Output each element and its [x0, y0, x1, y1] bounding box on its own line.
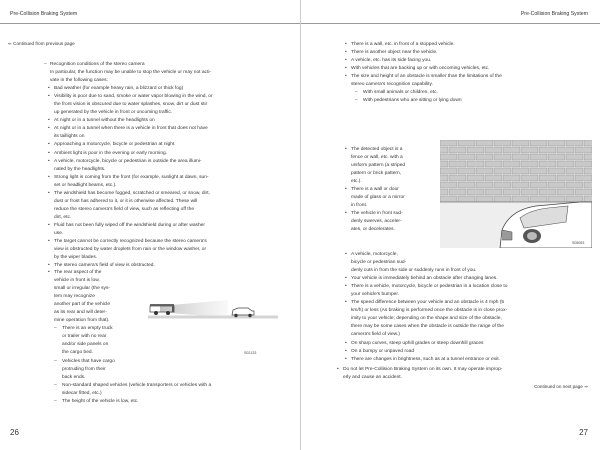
brick: [566, 182, 583, 188]
rear-sub-item: – Vehicles that have cargo protruding from their back ends.: [54, 358, 148, 382]
continued-on-text: Continued on next page: [534, 384, 583, 389]
brick: [539, 147, 556, 153]
left-bullet-item: • Strong light is coming from the front (for example, sunlight at dawn, sun- set or headlight beams, etc.).: [48, 174, 284, 190]
brick: [476, 196, 493, 202]
brick: [530, 140, 547, 146]
brick: [440, 161, 448, 167]
brick-wall-figure: [440, 140, 592, 248]
brick: [440, 182, 457, 188]
brick: [566, 168, 583, 174]
brick: [449, 147, 466, 153]
left-body: [44, 61, 284, 270]
left-bullet-item: • Approaching a motorcycle, bicycle or pedestrian at night: [48, 141, 284, 149]
brick: [485, 189, 502, 195]
brick: [557, 175, 574, 181]
right-header-rule: [301, 23, 600, 24]
right-body-narrow: [345, 146, 437, 235]
brick: [584, 140, 592, 146]
size-sub-item: – With pedestrians who are sitting or lying down: [355, 97, 591, 105]
brick: [557, 189, 574, 195]
brick: [449, 161, 466, 167]
left-page-number: 26: [10, 428, 19, 437]
brick: [494, 196, 511, 202]
brick: [521, 147, 538, 153]
intro: In particular, the function may be unable to stop the vehicle or may not acti- vate in the following cases:: [50, 70, 212, 84]
brick: [449, 189, 466, 195]
brick: [548, 154, 565, 160]
brick: [458, 154, 475, 160]
right-body-bottom: [345, 251, 591, 364]
brick: [440, 196, 457, 202]
brick: [539, 189, 556, 195]
brick: [458, 196, 475, 202]
rear-sub-item: – Non-standard shaped vehicles (vehicle transporters or vehicles with a sidecar fitted, etc.): [54, 382, 290, 398]
brick: [440, 168, 457, 174]
brick: [458, 168, 475, 174]
brick: [512, 182, 529, 188]
section-head: – Recognition conditions of the stereo camera: [44, 61, 284, 69]
left-bullet-item: • Visibility is poor due to sand, smoke or water vapor blowing in the wind, or the front vision is obscured due to water splashes, snow, dirt or dust stir up generated by the vehicle in front or oncoming traffic.: [48, 93, 284, 117]
brick: [494, 182, 511, 188]
right-bullet-item: • On sharp curves, steep uphill grades or steep downhill graces: [345, 340, 591, 348]
brick: [476, 140, 493, 146]
brick: [557, 161, 574, 167]
brick: [467, 175, 484, 181]
brick: [512, 140, 529, 146]
left-header-rule: [0, 23, 300, 24]
right-bullet-item: • There is a vehicle, motorcycle, bicycle or pedestrian in a location close to your vehicle's bumper.: [345, 283, 591, 299]
brick-pattern: [440, 140, 592, 202]
left-bullet-item: • At night or in a tunnel without the headlights on: [48, 117, 284, 125]
swerve-bullet: • The vehicle in front sud- denly swerves, acceler- ates, or decelerates.: [345, 210, 437, 234]
brick: [458, 182, 475, 188]
brick: [575, 189, 592, 195]
brick: [503, 161, 520, 167]
left-bullet-item: • The stereo camera's field of view is obstructed.: [48, 262, 284, 270]
brick: [566, 140, 583, 146]
right-figure-code: S05053: [572, 241, 585, 245]
brick: [440, 140, 457, 146]
brick: [566, 154, 583, 160]
size-sub-list: [345, 89, 591, 105]
right-bullet-list-bottom: [345, 275, 591, 364]
brick: [512, 168, 529, 174]
continued-from-text: Continued from previous page: [13, 41, 75, 46]
left-bullet-list: [44, 85, 284, 270]
arrow-right-icon: ⇒: [584, 384, 588, 389]
camera-beam: [160, 300, 228, 318]
rear-sub-item: – There is an empty truck or trailer with no rear and/or side panels on the cargo bed.: [54, 325, 148, 357]
brick: [521, 189, 538, 195]
continued-from-note: [8, 41, 75, 47]
brick: [494, 168, 511, 174]
rear-aspect-block: [48, 269, 148, 382]
left-bullet-item: • A vehicle, motorcycle, bicycle or pedestrian is outside the area illumi- nated by the headlights.: [48, 158, 284, 174]
brick: [584, 154, 592, 160]
brick: [584, 168, 592, 174]
continued-on-note: [534, 384, 588, 390]
brick: [476, 168, 493, 174]
left-bullet-item: • At night or in a tunnel when there is a vehicle in front that does not have its taillights on: [48, 125, 284, 141]
brick: [494, 140, 511, 146]
right-header-title: Pre-Collision Braking System: [520, 11, 588, 17]
brick: [548, 196, 565, 202]
brick: [539, 161, 556, 167]
brick: [440, 189, 448, 195]
left-bullet-item: • Ambient light is poor in the evening or early morning.: [48, 150, 284, 158]
motorcycle-bullet: • A vehicle, motorcycle, bicycle or pedestrian sud- denly cuts in from the side or suddenly runs in front of you.: [345, 251, 591, 275]
brick: [521, 161, 538, 167]
right-bullet-list-top: [345, 41, 591, 89]
right-page: [300, 0, 600, 450]
brick: [584, 196, 592, 202]
size-sub-item: – With small animals or children, etc.: [355, 89, 591, 97]
brick: [584, 182, 592, 188]
brick: [512, 196, 529, 202]
brick: [512, 154, 529, 160]
brick: [503, 147, 520, 153]
truck-figure: [148, 296, 278, 356]
brick: [467, 189, 484, 195]
brick: [485, 161, 502, 167]
brick: [575, 147, 592, 153]
rear-sub-list: [48, 325, 148, 381]
brick: [476, 154, 493, 160]
right-bullet-item: • Your vehicle is immediately behind an obstacle after changing lanes.: [345, 275, 591, 283]
warning-bullet: • Do not let Pre-Collision Braking System on its own. It may operate improp- erly and cause an accident.: [337, 366, 593, 382]
brick: [548, 168, 565, 174]
right-bullet-item: • The speed difference between your vehicle and an obstacle is 4 mph (5 km/h) or less (As braking is performed once the obstacle is in close prox- imity to your vehicle; depending on the shape and size of the obstacle, there may be some cases when the obstacle is outside the range of the camera's field of view.): [345, 299, 591, 339]
brick: [440, 147, 448, 153]
left-figure-code: S02133: [244, 351, 257, 355]
right-page-number: 27: [579, 428, 588, 437]
brick: [557, 147, 574, 153]
brick: [521, 175, 538, 181]
brick: [440, 154, 457, 160]
rear-aspect-bullet: • The rear aspect of the vehicle in front is low, small or irregular (the sys- tem may recognize another part of the vehicle as its rear and will deter- mine operation from that).: [48, 269, 148, 325]
brick: [548, 182, 565, 188]
brick: [449, 175, 466, 181]
brick: [548, 140, 565, 146]
left-header-title: Pre-Collision Braking System: [10, 11, 78, 17]
left-bullet-item: • The target cannot be correctly recognized because the stereo camera's view is obstructed by water droplets from rain or the window washer, or by the wiper blades.: [48, 238, 284, 262]
brick: [539, 175, 556, 181]
right-bullet-item: • There is another object near the vehicle.: [345, 49, 591, 57]
brick: [485, 147, 502, 153]
right-bullet-item: • There are changes in brightness, such as at a tunnel entrance or exit.: [345, 356, 591, 364]
brick: [530, 168, 547, 174]
brick: [440, 175, 448, 181]
rear-sub-item: – The height of the vehicle is low, etc.: [54, 398, 290, 406]
right-bullet-item: • There is a wall, etc. in front of a stopped vehicle.: [345, 41, 591, 49]
right-bullet-item: • On a bumpy or unpaved road: [345, 348, 591, 356]
right-body-top: [345, 41, 591, 105]
left-bullet-item: • The windshield has become fogged, scratched or smeared, or snow, dirt, dust or frost has adhered to it, or it is otherwise affected. These will reduce the stereo camera's field of view, such as reflecting off the dirt, etc.: [48, 190, 284, 222]
brick: [476, 182, 493, 188]
warning-block: [337, 366, 593, 382]
rear-sub-list-wide: [54, 382, 290, 406]
fence-bullet: • The detected object is a fence or wall, etc. with a uniform pattern (a striped pattern or brick pattern, etc.).: [345, 146, 437, 186]
brick: [458, 140, 475, 146]
brick: [485, 175, 502, 181]
brick: [530, 154, 547, 160]
right-bullet-item: • A vehicle, etc. has its side facing you.: [345, 57, 591, 65]
brick: [530, 182, 547, 188]
brick: [467, 161, 484, 167]
brick: [575, 175, 592, 181]
right-bullet-item: • With vehicles that are backing up or with oncoming vehicles, etc.: [345, 65, 591, 73]
left-bullet-item: • Fluid has not been fully wiped off the windshield during or after washer use.: [48, 222, 284, 238]
brick: [566, 196, 583, 202]
right-bullet-item: • The size and height of an obstacle is smaller than the limitations of the stereo camera's recognition capability.: [345, 73, 591, 89]
brick: [575, 161, 592, 167]
glass-bullet: • There is a wall or door made of glass or a mirror in front.: [345, 186, 437, 210]
brick: [503, 189, 520, 195]
brick: [467, 147, 484, 153]
brick: [530, 196, 547, 202]
brick: [503, 175, 520, 181]
brick: [494, 154, 511, 160]
arrow-left-icon: ⇐: [8, 41, 12, 46]
left-bullet-item: • Bad weather (for example heavy rain, a blizzard or thick fog): [48, 85, 284, 93]
